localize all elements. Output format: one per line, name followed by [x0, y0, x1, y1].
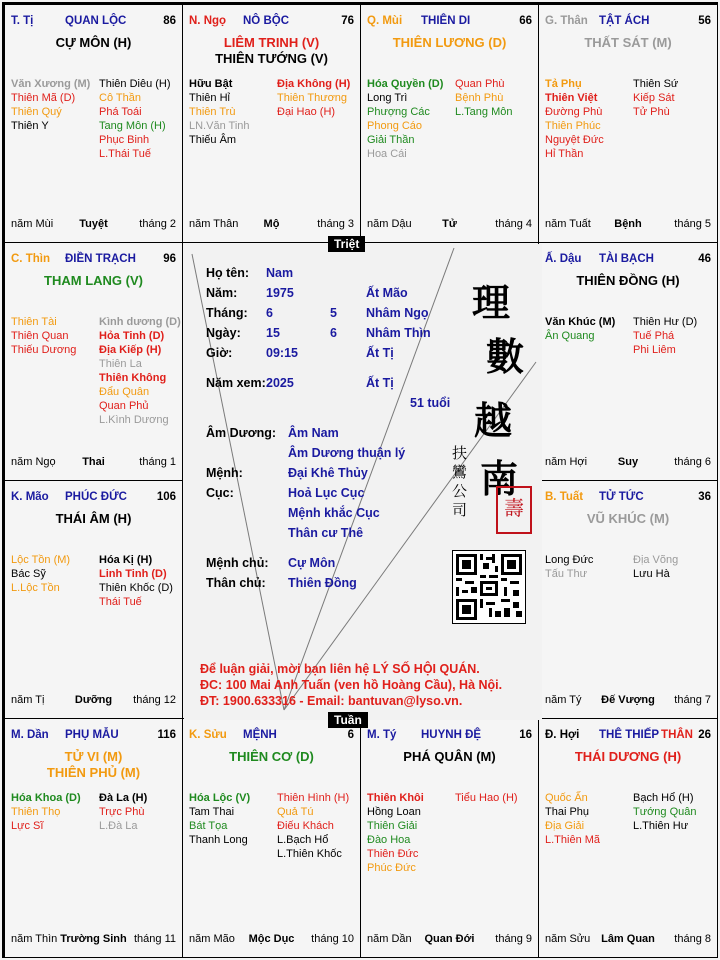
minor-star: Thiên Không [99, 372, 167, 384]
palace-number: 56 [698, 15, 711, 27]
minor-star: Thiên Hỉ [189, 92, 230, 104]
minor-star: Thiên Mã (D) [11, 92, 76, 104]
minor-star: Hóa Quyền (D) [367, 78, 444, 90]
right-stars [99, 315, 183, 427]
left-stars [367, 77, 453, 161]
minor-star: Thái Tuế [99, 596, 142, 608]
minor-star: Hoa Cái [367, 148, 407, 160]
minor-star: Hỉ Thần [545, 148, 584, 160]
palace-cell-dan[interactable] [4, 718, 183, 958]
main-star: THÁI DƯƠNG (H) [574, 749, 682, 764]
palace-number: 76 [341, 15, 354, 27]
destiny-info [206, 426, 466, 590]
minor-star: Địa Giải [545, 820, 585, 832]
palace-footer [545, 694, 711, 708]
main-star: LIÊM TRINH (V) [223, 35, 320, 50]
palace-footer [11, 933, 176, 947]
minor-star: L.Thái Tuế [99, 148, 151, 160]
life-stage: Lâm Quan [601, 933, 655, 945]
right-stars [455, 791, 539, 805]
birth-row-label: Họ tên: [206, 266, 250, 280]
right-stars [277, 77, 361, 119]
main-stars [539, 273, 717, 289]
palace-name: PHÚC ĐỨC [65, 491, 127, 503]
palace-number: 6 [347, 729, 354, 741]
minor-star: Tả Phụ [545, 78, 582, 90]
minor-star: Hóa Lộc (V) [189, 792, 251, 804]
month-label: tháng 11 [133, 933, 176, 945]
minor-star: L.Tang Môn [455, 106, 513, 118]
birth-row-canchi: Ất Tị [366, 346, 394, 360]
life-stage: Tuyệt [79, 218, 108, 230]
right-stars [633, 553, 718, 581]
palace-name: TẬT ÁCH [599, 15, 650, 27]
birth-row-value: 1975 [266, 286, 294, 300]
left-stars [545, 77, 631, 161]
birth-row-label: Năm xem: [206, 376, 266, 390]
palace-position: M. Dần [11, 729, 49, 741]
palace-position: M. Tý [367, 729, 397, 741]
palace-position: G. Thân [545, 15, 588, 27]
main-star: THẤT SÁT (M) [584, 35, 672, 50]
main-star: THIÊN ĐỒNG (H) [576, 273, 680, 288]
palace-number: 26 [698, 729, 711, 741]
menh: Đại Khê Thủy [288, 466, 368, 480]
palace-footer [11, 218, 176, 232]
contact-line-2: ĐC: 100 Mai Anh Tuấn (ven hồ Hoàng Cầu), Hà Nội. [200, 678, 503, 692]
palace-name: HUYNH ĐỆ [421, 729, 482, 741]
palace-cell-suu[interactable] [182, 718, 361, 958]
palace-name: MỆNH [243, 729, 277, 741]
minor-star: Tướng Quân [633, 806, 697, 818]
palace-number: 116 [157, 729, 176, 741]
palace-name: TỬ TỨC [599, 491, 644, 503]
birth-row-canchi: Ất Mão [366, 286, 408, 300]
palace-footer [367, 933, 532, 947]
main-stars [5, 35, 182, 51]
minor-star: Hóa Khoa (D) [11, 792, 81, 804]
minor-star: Lưu Hà [633, 568, 670, 580]
palace-cell-dau[interactable] [538, 242, 718, 481]
birth-row-label: Năm: [206, 286, 238, 300]
birth-row-canchi: Nhâm Thìn [366, 326, 431, 340]
minor-star: Thiếu Âm [189, 134, 237, 146]
menh-chu: Cự Môn [288, 556, 336, 570]
palace-header [11, 729, 176, 743]
year-label: năm Mùi [11, 218, 54, 230]
year-label: năm Tý [545, 694, 582, 706]
contact-line-3: ĐT: 1900.633316 - Email: bantuvan@lyso.vn. [200, 694, 463, 708]
main-star: PHÁ QUÂN (M) [403, 749, 496, 764]
palace-position: Ấ. Dậu [545, 253, 582, 265]
minor-star: L.Đà La [99, 820, 138, 832]
year-label: năm Hợi [545, 456, 588, 468]
right-stars [455, 77, 539, 119]
minor-star: Quan Phủ [99, 400, 149, 412]
minor-star: Linh Tinh (D) [99, 568, 167, 580]
left-stars [11, 315, 97, 357]
left-stars [367, 791, 453, 875]
month-label: tháng 9 [495, 933, 532, 945]
palace-cell-ngo[interactable] [182, 4, 361, 243]
palace-header [11, 491, 176, 505]
left-stars [189, 791, 275, 847]
month-label: tháng 6 [674, 456, 711, 468]
minor-star: Tử Phù [633, 106, 670, 118]
minor-star: Thiên Việt [545, 92, 598, 104]
life-stage: Tử [442, 218, 457, 230]
minor-star: Quốc Ấn [545, 792, 588, 804]
palace-number: 96 [163, 253, 176, 265]
life-stage: Thai [82, 456, 105, 468]
right-stars [99, 77, 183, 161]
minor-star: Thiên Quý [11, 106, 62, 118]
main-star: TỬ VI (M) [64, 749, 123, 764]
minor-star: Phá Toái [99, 106, 142, 118]
palace-header [367, 15, 532, 29]
minor-star: Đẩu Quân [99, 386, 150, 398]
palace-position: C. Thìn [11, 253, 50, 265]
palace-number: 36 [698, 491, 711, 503]
year-label: năm Dần [367, 933, 412, 945]
minor-star: Bệnh Phù [455, 92, 504, 104]
minor-star: Địa Võng [633, 554, 679, 566]
month-label: tháng 10 [311, 933, 354, 945]
year-label: năm Sửu [545, 933, 591, 945]
main-star: THÁI ÂM (H) [55, 511, 132, 526]
year-label: năm Dậu [367, 218, 412, 230]
palace-name: NÔ BỘC [243, 15, 289, 27]
center-info-panel [184, 244, 542, 720]
minor-star: Văn Khúc (M) [545, 316, 616, 328]
triet-marker: Triệt [328, 236, 365, 252]
month-label: tháng 8 [674, 933, 711, 945]
palace-header [545, 253, 711, 267]
calligraphy-char-4: 南 [480, 456, 519, 501]
palace-header [367, 729, 532, 743]
minor-star: Phúc Đức [367, 862, 416, 874]
minor-star: Lộc Tồn (M) [11, 554, 71, 566]
main-star: THAM LANG (V) [44, 273, 143, 288]
horoscope-board [2, 2, 718, 958]
minor-star: Tiểu Hao (H) [455, 792, 518, 804]
minor-star: Phong Cáo [367, 120, 423, 132]
minor-star: Cô Thần [99, 92, 141, 104]
right-stars [633, 315, 718, 357]
minor-star: Đà La (H) [99, 792, 148, 804]
birth-row-label: Giờ: [206, 346, 233, 360]
palace-footer [545, 218, 711, 232]
palace-name: TÀI BẠCH [599, 253, 654, 265]
palace-header [545, 491, 711, 505]
minor-star: LN.Văn Tinh [189, 120, 250, 132]
main-stars [5, 749, 182, 781]
main-star: THIÊN TƯỚNG (V) [215, 51, 328, 66]
palace-footer [367, 218, 532, 232]
birth-row-lunar: 5 [330, 306, 337, 320]
minor-star: Quả Tú [277, 806, 314, 818]
main-stars [539, 749, 717, 765]
main-star: THIÊN LƯƠNG (D) [392, 35, 507, 50]
birth-row-label: Tháng: [206, 306, 248, 320]
main-stars [5, 511, 182, 527]
minor-star: L.Bạch Hổ [277, 834, 329, 846]
life-stage: Mộc Dục [248, 933, 295, 945]
palace-extra: THÂN [661, 729, 693, 741]
palace-position: K. Mão [11, 491, 49, 503]
minor-star: Hóa Kị (H) [99, 554, 153, 566]
year-label: năm Mão [189, 933, 235, 945]
cuc: Hoả Lục Cục [288, 486, 365, 500]
palace-cell-mui[interactable] [360, 4, 539, 243]
palace-header [189, 15, 354, 29]
main-star: VŨ KHÚC (M) [586, 511, 670, 526]
palace-number: 86 [163, 15, 176, 27]
minor-star: Kình dương (D) [99, 316, 181, 328]
than-chu: Thiên Đồng [288, 576, 357, 590]
am-duong-label: Âm Dương: [206, 426, 277, 440]
palace-position: Q. Mùi [367, 15, 403, 27]
minor-star: Kiếp Sát [633, 92, 675, 104]
tuan-marker: Tuần [328, 712, 368, 728]
calligraphy-char-2: 數 [486, 334, 525, 379]
palace-number: 46 [698, 253, 711, 265]
minor-star: Thiên La [99, 358, 142, 370]
minor-star: Điếu Khách [277, 820, 334, 832]
birth-row-label: Ngày: [206, 326, 241, 340]
small-calligraphy: 扶鸞公司 [452, 444, 468, 519]
minor-star: Thiên Trù [189, 106, 236, 118]
month-label: tháng 2 [139, 218, 176, 230]
minor-star: Thiên Thương [277, 92, 348, 104]
minor-star: Thanh Long [189, 834, 248, 846]
palace-position: T. Tị [11, 15, 34, 27]
main-star: THIÊN CƠ (D) [229, 749, 314, 764]
palace-position: K. Sửu [189, 729, 227, 741]
minor-star: Thiên Khốc (D) [99, 582, 173, 594]
palace-footer [545, 933, 711, 947]
main-stars [361, 35, 538, 51]
palace-name: THÊ THIẾP [599, 729, 660, 741]
life-stage: Bệnh [614, 218, 642, 230]
minor-star: Thiên Giải [367, 820, 418, 832]
minor-star: Giải Thần [367, 134, 415, 146]
palace-header [545, 15, 711, 29]
palace-header [189, 729, 354, 743]
minor-star: Văn Xương (M) [11, 78, 91, 90]
minor-star: Tuế Phá [633, 330, 675, 342]
minor-star: Hồng Loan [367, 806, 421, 818]
minor-star: Bát Tọa [189, 820, 228, 832]
calligraphy-char-3: 越 [474, 398, 513, 443]
year-label: năm Tuất [545, 218, 591, 230]
qr-code-icon[interactable] [452, 550, 526, 624]
minor-star: Thiên Thọ [11, 806, 61, 818]
birth-row-canchi: Ất Tị [366, 376, 394, 390]
minor-star: Đường Phù [545, 106, 603, 118]
palace-cell-tuat[interactable] [538, 480, 718, 719]
minor-star: Thiên Quan [11, 330, 69, 342]
birth-row-value: Nam [266, 266, 294, 280]
minor-star: Thiên Hư (D) [633, 316, 698, 328]
age: 51 tuổi [410, 396, 451, 410]
month-label: tháng 1 [139, 456, 176, 468]
minor-star: Phục Binh [99, 134, 150, 146]
left-stars [11, 553, 97, 595]
minor-star: Thai Phụ [545, 806, 590, 818]
minor-star: Thiên Tài [11, 316, 57, 328]
year-label: năm Thân [189, 218, 239, 230]
palace-cell-mao[interactable] [4, 480, 183, 719]
month-label: tháng 3 [317, 218, 354, 230]
minor-star: Thiên Đức [367, 848, 419, 860]
main-stars [539, 511, 717, 527]
palace-position: N. Ngọ [189, 15, 227, 27]
palace-name: QUAN LỘC [65, 15, 127, 27]
palace-cell-ty[interactable] [4, 4, 183, 243]
main-stars [361, 749, 538, 765]
main-stars [539, 35, 717, 51]
main-star: THIÊN PHỦ (M) [46, 765, 141, 780]
palace-header [545, 729, 711, 743]
palace-number: 106 [156, 491, 176, 503]
minor-star: Địa Không (H) [277, 78, 351, 90]
minor-star: Thiên Phúc [545, 120, 601, 132]
month-label: tháng 7 [674, 694, 711, 706]
palace-footer [189, 218, 354, 232]
minor-star: Thiên Sứ [633, 78, 679, 90]
minor-star: Phượng Các [367, 106, 430, 118]
menh-label: Mệnh: [206, 466, 243, 480]
palace-header [11, 15, 176, 29]
left-stars [545, 553, 631, 581]
palace-name: THIÊN DI [421, 15, 471, 27]
palace-name: ĐIỀN TRẠCH [65, 253, 136, 265]
minor-star: Ân Quang [545, 330, 595, 342]
left-stars [545, 315, 631, 343]
life-stage: Đế Vượng [601, 694, 655, 706]
minor-star: Long Đức [545, 554, 594, 566]
right-stars [633, 77, 718, 119]
cuc-2: Mệnh khắc Cục [288, 506, 380, 520]
birth-row-value: 09:15 [266, 346, 298, 360]
palace-number: 66 [519, 15, 532, 27]
right-stars [277, 791, 361, 861]
palace-footer [189, 933, 354, 947]
minor-star: L.Thiên Hư [633, 820, 689, 832]
minor-star: Quan Phù [455, 78, 505, 90]
minor-star: L.Thiên Khốc [277, 848, 342, 860]
am-duong: Âm Nam [288, 426, 339, 440]
main-stars [5, 273, 182, 289]
minor-star: Thiên Diêu (H) [99, 78, 171, 90]
birth-row-value: 15 [266, 326, 280, 340]
birth-row-canchi: Nhâm Ngọ [366, 306, 429, 320]
right-stars [633, 791, 718, 833]
minor-star: Phi Liêm [633, 344, 676, 356]
left-stars [11, 77, 97, 133]
am-duong-2: Âm Dương thuận lý [288, 446, 406, 460]
year-label: năm Tị [11, 694, 45, 706]
month-label: tháng 5 [674, 218, 711, 230]
life-stage: Mộ [263, 218, 280, 230]
palace-position: B. Tuất [545, 491, 584, 503]
minor-star: Trực Phù [99, 806, 145, 818]
minor-star: Long Trì [367, 92, 408, 104]
month-label: tháng 4 [495, 218, 532, 230]
palace-cell-than[interactable] [538, 4, 718, 243]
palace-footer [545, 456, 711, 470]
than-chu-label: Thân chủ: [206, 576, 266, 590]
life-stage: Trường Sinh [60, 933, 127, 945]
left-stars [189, 77, 275, 147]
palace-footer [11, 456, 176, 470]
minor-star: Bạch Hổ (H) [633, 792, 694, 804]
left-stars [11, 791, 97, 833]
month-label: tháng 12 [133, 694, 176, 706]
minor-star: L.Thiên Mã [545, 834, 601, 846]
main-stars [183, 749, 360, 765]
palace-position: Đ. Hợi [545, 729, 580, 741]
minor-star: Nguyệt Đức [545, 134, 604, 146]
palace-number: 16 [519, 729, 532, 741]
minor-star: Đào Hoa [367, 834, 411, 846]
main-star: CỰ MÔN (H) [55, 35, 132, 50]
minor-star: Địa Kiếp (H) [99, 344, 162, 356]
palace-cell-hoi[interactable] [538, 718, 718, 958]
minor-star: Bác Sỹ [11, 568, 46, 580]
minor-star: Thiếu Dương [11, 344, 77, 356]
minor-star: Hỏa Tinh (D) [99, 330, 165, 342]
palace-cell-thin[interactable] [4, 242, 183, 481]
minor-star: Thiên Hình (H) [277, 792, 350, 804]
minor-star: Thiên Y [11, 120, 49, 132]
life-stage: Suy [617, 456, 639, 468]
minor-star: Thiên Khôi [367, 792, 424, 804]
minor-star: Tam Thai [189, 806, 235, 818]
palace-name: PHỤ MẪU [65, 729, 119, 741]
palace-footer [11, 694, 176, 708]
right-stars [99, 553, 183, 609]
birth-row-value: 6 [266, 306, 273, 320]
cuc-3: Thân cư Thê [288, 526, 364, 540]
main-stars [183, 35, 360, 67]
palace-header [11, 253, 176, 267]
left-stars [545, 791, 631, 847]
year-label: năm Thìn [11, 933, 58, 945]
minor-star: Tang Môn (H) [99, 120, 166, 132]
minor-star: L.Kình Dương [99, 414, 169, 426]
minor-star: L.Lộc Tồn [11, 582, 60, 594]
red-seal-icon: 壽 [496, 486, 532, 534]
life-stage: Quan Đới [424, 933, 475, 945]
minor-star: Đại Hao (H) [277, 106, 336, 118]
year-label: năm Ngọ [11, 456, 56, 468]
menh-chu-label: Mệnh chủ: [206, 556, 269, 570]
birth-row-lunar: 6 [330, 326, 337, 340]
minor-star: Tấu Thư [545, 568, 588, 580]
life-stage: Dưỡng [74, 694, 113, 706]
right-stars [99, 791, 183, 833]
minor-star: Hữu Bật [189, 78, 233, 90]
minor-star: Lực Sĩ [11, 820, 44, 832]
contact-line-1: Để luận giải, mời bạn liên hệ LÝ SỐ HỘI QUÁN. [200, 662, 480, 676]
calligraphy-char-1: 理 [472, 280, 511, 325]
birth-row-value: 2025 [266, 376, 294, 390]
cuc-label: Cục: [206, 486, 234, 500]
palace-cell-ty2[interactable] [360, 718, 539, 958]
